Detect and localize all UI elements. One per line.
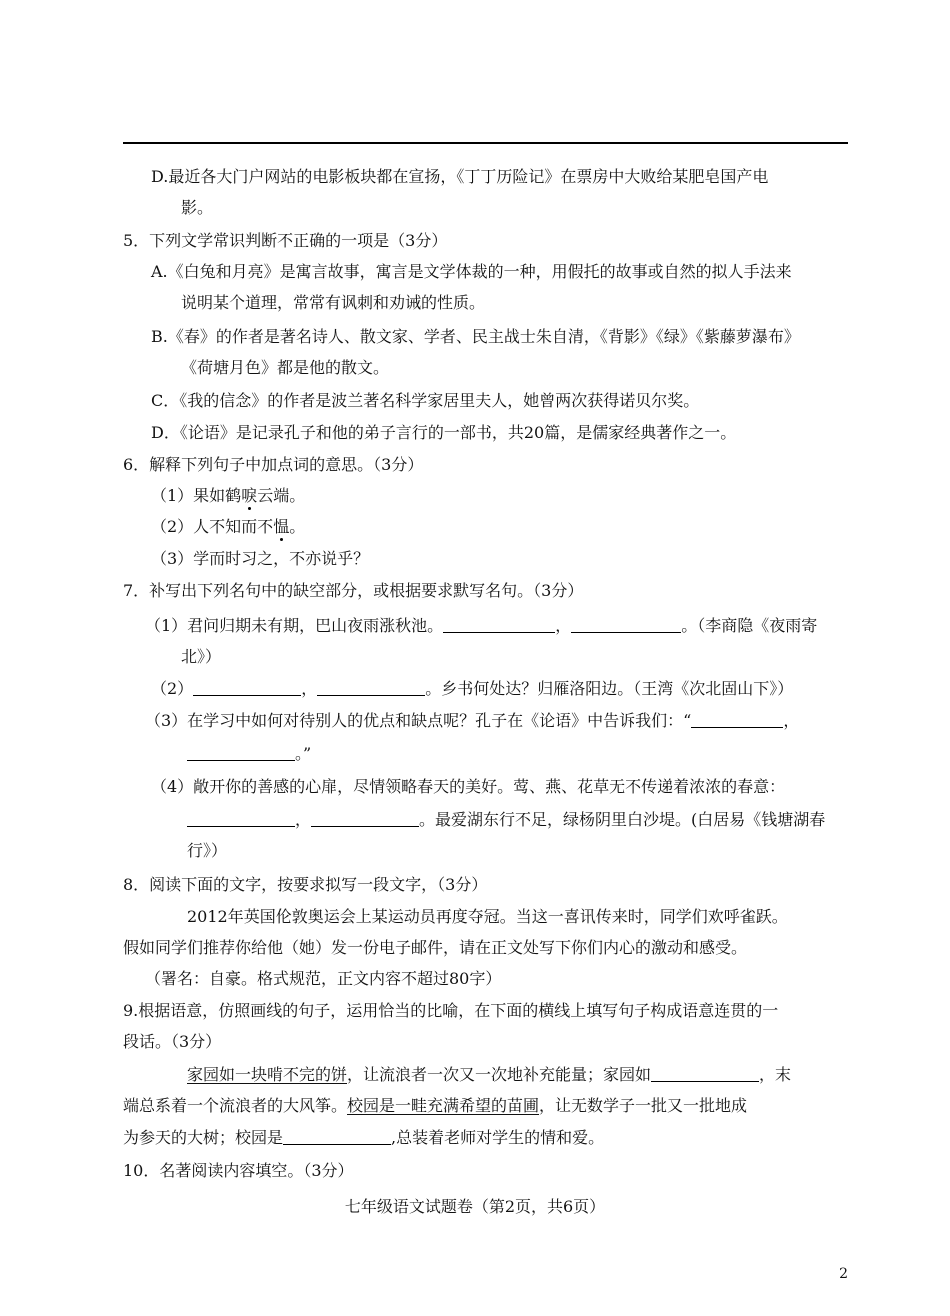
q7-item-3-blank-2: [187, 744, 295, 761]
q7-item-2-text: （2）: [151, 679, 194, 698]
q6-item-2-text-end: 。: [289, 517, 306, 536]
q7-item-1-blank-1: [443, 616, 555, 633]
question-8-title: 8．阅读下面的文字，按要求拟写一段文字，（3分）: [123, 875, 488, 894]
q7-item-4-cont: 行》）: [187, 841, 228, 860]
q9-line-2-text: 端总系着一个流浪者的大风筝。: [123, 1096, 348, 1115]
q7-item-1-text: （1）君问归期未有期，巴山夜雨涨秋池。: [145, 616, 444, 635]
q6-item-1: [151, 485, 305, 507]
q9-underlined-sentence-1: 家园如一块啃不完的饼: [187, 1065, 348, 1084]
q7-item-2-sep: ，: [301, 679, 318, 698]
q7-item-3-cont: [187, 743, 311, 765]
q9-line-2-text-end: ，让无数学子一批又一批地成: [539, 1096, 748, 1115]
question-10-title: 10．名著阅读内容填空。（3分）: [123, 1161, 354, 1180]
q9-line-2: [123, 1095, 747, 1117]
q7-item-2-text-end: 。乡书何处达？归雁洛阳边。（王湾《次北固山下》）: [425, 679, 794, 698]
q6-item-2-dotted-word: 愠: [273, 517, 290, 536]
q9-line-3-text: 为参天的大树；校园是: [123, 1128, 284, 1147]
q7-item-3-sep: ，: [783, 711, 800, 730]
question-5-title: 5．下列文学常识判断不正确的一项是（3分）: [123, 231, 448, 250]
q7-item-3-text: （3）在学习中如何对待别人的优点和缺点呢？孔子在《论语》中告诉我们：“: [145, 711, 692, 730]
q6-item-3: （3）学而时习之，不亦说乎？: [151, 549, 370, 568]
q6-item-1-dotted-word: 唳: [241, 486, 258, 505]
question-6-title: 6．解释下列句子中加点词的意思。（3分）: [123, 455, 424, 474]
q7-item-2: [151, 678, 793, 700]
q6-item-1-text: （1）果如鹤: [151, 486, 242, 505]
q9-underlined-sentence-2: 校园是一畦充满希望的苗圃: [347, 1096, 540, 1115]
q9-line-1-text: ，让流浪者一次又一次地补充能量；家园如: [347, 1065, 652, 1084]
q5-option-c: C．《我的信念》的作者是波兰著名科学家居里夫人，她曾两次获得诺贝尔奖。: [151, 391, 700, 410]
q6-item-2-text: （2）人不知而不: [151, 517, 274, 536]
q7-item-1-text-end: 。（李商隐《夜雨寄: [681, 616, 818, 635]
question-9-title-line-2: 段话。（3分）: [123, 1032, 222, 1051]
q7-item-4-blank-2: [311, 810, 419, 827]
q5-option-b-line-2: 《荷塘月色》都是他的散文。: [181, 358, 390, 377]
q6-item-2: [151, 516, 305, 538]
header-rule: [123, 142, 848, 144]
q7-item-4: （4）敞开你的善感的心扉，尽情领略春天的美好。莺、燕、花草无不传递着浓浓的春意：: [151, 777, 786, 796]
q7-item-4-sep: ，: [295, 810, 312, 829]
q5-option-a-line-1: A.《白兔和月亮》是寓言故事，寓言是文学体裁的一种，用假托的故事或自然的拟人手法来: [151, 262, 792, 281]
q7-item-4-blanks: [187, 809, 825, 831]
q5-option-b-line-1: B.《春》的作者是著名诗人、散文家、学者、民主战士朱自清，《背影》《绿》《紫藤萝瀑布》: [151, 327, 800, 346]
q7-item-3-text-end: 。”: [295, 744, 312, 763]
q9-blank-1: [651, 1065, 759, 1082]
q7-item-2-blank-1: [193, 679, 301, 696]
question-7-title: 7．补写出下列名句中的缺空部分，或根据要求默写名句。（3分）: [123, 581, 584, 600]
q7-item-1: [145, 615, 817, 637]
q7-item-3: [145, 710, 799, 732]
option-d-line-2: 影。: [181, 198, 214, 217]
q5-option-d: D．《论语》是记录孔子和他的弟子言行的一部书，共20篇，是儒家经典著作之一。: [151, 423, 737, 442]
q7-item-2-blank-2: [317, 679, 425, 696]
q5-option-a-line-2: 说明某个道理，常常有讽刺和劝诫的性质。: [181, 293, 486, 312]
q7-item-1-blank-2: [571, 616, 681, 633]
q8-paragraph-3: （署名：自豪。格式规范，正文内容不超过80字）: [145, 969, 502, 988]
question-9-title-line-1: 9.根据语意，仿照画线的句子，运用恰当的比喻，在下面的横线上填写句子构成语意连贯的一: [123, 1001, 779, 1020]
page-footer: 七年级语文试题卷（第2页，共6页）: [344, 1197, 606, 1216]
q7-item-3-blank-1: [691, 711, 783, 728]
q9-line-3-text-end: ,总装着老师对学生的情和爱。: [391, 1128, 605, 1147]
q6-item-1-text-end: 云端。: [257, 486, 306, 505]
q7-item-4-blank-1: [187, 810, 295, 827]
q7-item-1-sep: ，: [555, 616, 572, 635]
q7-item-4-text-end: 。最爱湖东行不足，绿杨阴里白沙堤。(白居易《钱塘湖春: [419, 810, 826, 829]
page-number: 2: [839, 1266, 848, 1282]
q8-paragraph-2: 假如同学们推荐你给他（她）发一份电子邮件，请在正文处写下你们内心的激动和感受。: [123, 938, 748, 957]
q9-line-3: [123, 1127, 604, 1149]
q8-paragraph-1: 2012年英国伦敦奥运会上某运动员再度夺冠。当这一喜讯传来时，同学们欢呼雀跃。: [187, 907, 788, 926]
q7-item-1-cont: 北》）: [181, 647, 222, 666]
option-d-line-1: D.最近各大门户网站的电影板块都在宣扬，《丁丁历险记》在票房中大败给某肥皂国产电: [151, 167, 769, 186]
q9-line-1-text-end: ，末: [759, 1065, 792, 1084]
q9-line-1: [187, 1064, 791, 1086]
q9-blank-2: [283, 1128, 391, 1145]
